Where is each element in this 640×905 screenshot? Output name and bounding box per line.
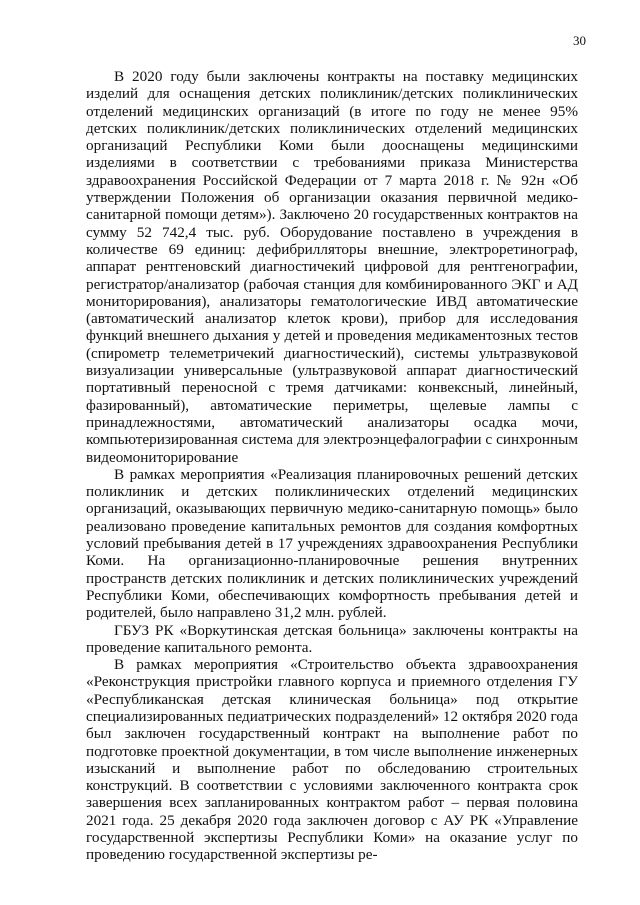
paragraph-vorkuta-hospital: ГБУЗ РК «Воркутинская детская больница» заключены контракты на проведение капитального ремонта. [86,621,578,656]
paragraph-equipment-contracts: В 2020 году были заключены контракты на поставку медицинских изделий для оснащения детских поликлиник/детских поликлинических отделений медицинских организаций (в итоге по году не менее 95% детских поликлиник/детских поликлинических отделений медицинских организаций Республики Коми были дооснащены медицинскими изделиями в соответствии с требованиями приказа Министерства здравоохранения Российской Федерации от 7 марта 2018 г. № 92н «Об утверждении Положения об организации оказания первичной медико-санитарной помощи детям»). Заключено 20 государственных контрактов на сумму 52 742,4 тыс. руб. Оборудование поставлено в учреждения в количестве 69 единиц: дефибрилляторы внешние, электроретинограф, аппарат рентгеновский диагностичекий цифровой для рентгенографии, регистратор/анализатор (рабочая станция для комбинированного ЭКГ и АД мониторирования), анализаторы гематологические ИВД автоматические (автоматический анализатор клеток крови), прибор для исследования функций внешнего дыхания у детей и проведения медикаментозных тестов (спирометр телеметричекий диагностический), системы ультразвуковой визуализации универсальные (ультразвуковой аппарат диагностический портативный переносной с тремя датчиками: конвексный, линейный, фазированный), автоматические периметры, щелевые лампы с принадлежностями, автоматический анализаторы осадка мочи, компьютеризированная система для электроэнцефалографии с синхронным видеомониторирование [86,68,578,466]
document-body [86,68,578,864]
paragraph-planning-solutions: В рамках мероприятия «Реализация планировочных решений детских поликлиник и детских поликлинических отделений медицинских организаций, оказывающих первичную медико-санитарную помощь» было реализовано проведение капитальных ремонтов для создания комфортных условий пребывания детей в 17 учреждениях здравоохранения Республики Коми. На организационно-планировочные решения внутренних пространств детских поликлиник и детских поликлинических учреждений Республики Коми, обеспечивающих комфортность пребывания детей и родителей, было направлено 31,2 млн. рублей. [86,465,578,622]
paragraph-reconstruction: В рамках мероприятия «Строительство объекта здравоохранения «Реконструкция пристройки главного корпуса и приемного отделения ГУ «Республиканская детская клиническая больница» под открытие специализированных педиатрических подразделений» 12 октября 2020 года был заключен государственный контракт на выполнение работ по подготовке проектной документации, в том числе выполнение инженерных изысканий и выполнение работ по обследованию строительных конструкций. В соответствии с условиями заключенного контракта срок завершения всех запланированных контрактом работ – первая половина 2021 года. 25 декабря 2020 года заключен договор с АУ РК «Управление государственной экспертизы Республики Коми» на оказание услуг по проведению государственной экспертизы ре- [86,656,578,864]
page-number: 30 [573,33,586,48]
